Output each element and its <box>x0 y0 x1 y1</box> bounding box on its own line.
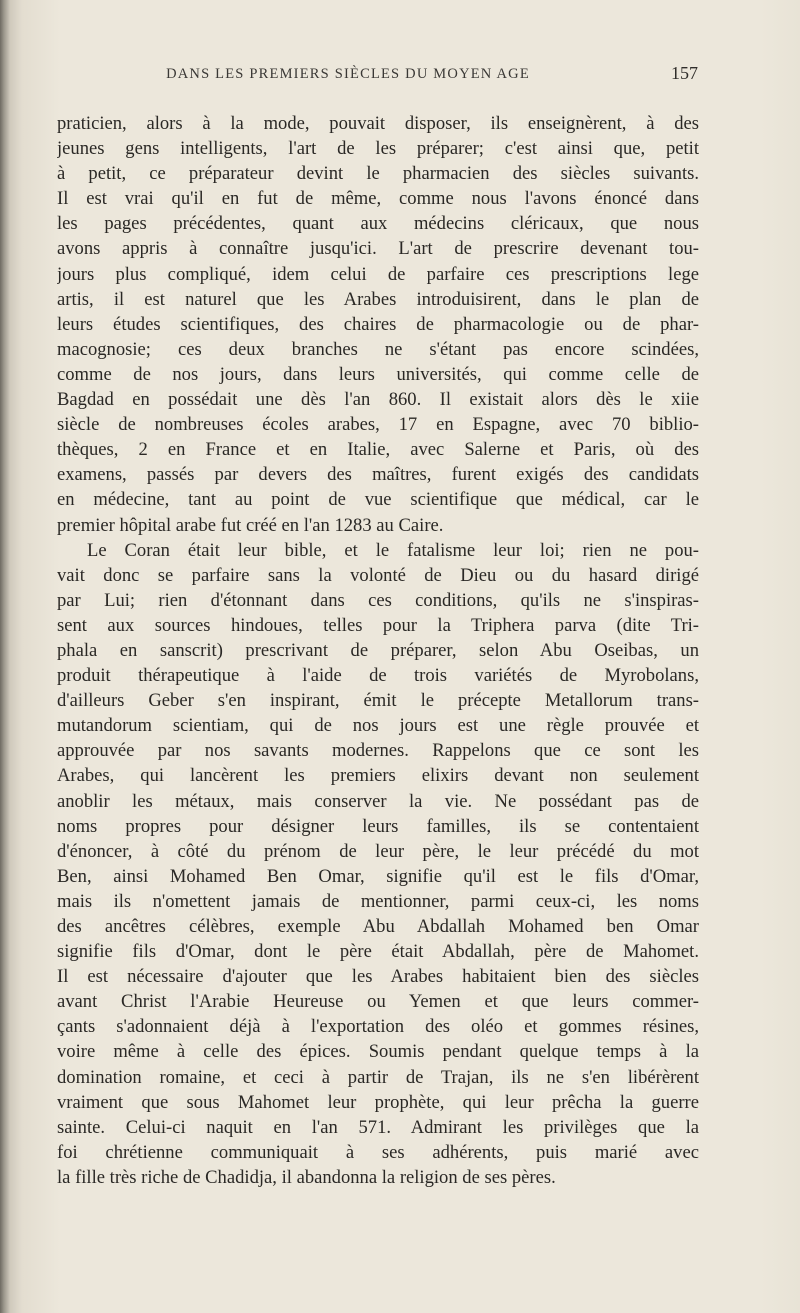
text-line: approuvée par nos savants modernes. Rappelons que ce sont les <box>57 740 699 762</box>
text-line: anoblir les métaux, mais conserver la vie. Ne possédant pas de <box>57 790 699 812</box>
text-line: avant Christ l'Arabie Heureuse ou Yemen et que leurs commer- <box>57 991 699 1013</box>
text-line: domination romaine, et ceci à partir de Trajan, ils ne s'en libérèrent <box>57 1066 699 1088</box>
text-line: à petit, ce préparateur devint le pharmacien des siècles suivants. <box>57 163 699 185</box>
text-line: mais ils n'omettent jamais de mentionner, parmi ceux-ci, les noms <box>57 890 699 912</box>
text-line: avons appris à connaître jusqu'ici. L'art de prescrire devenant tou- <box>57 238 699 260</box>
text-line: foi chrétienne communiquait à ses adhérents, puis marié avec <box>57 1141 699 1163</box>
text-line: signifie fils d'Omar, dont le père était Abdallah, père de Mahomet. <box>57 941 699 963</box>
text-line: vraiment que sous Mahomet leur prophète, qui leur prêcha la guerre <box>57 1091 699 1113</box>
text-line: d'ailleurs Geber s'en inspirant, émit le précepte Metallorum trans- <box>57 690 699 712</box>
text-line: Arabes, qui lancèrent les premiers elixirs devant non seulement <box>57 765 699 787</box>
text-line: des ancêtres célèbres, exemple Abu Abdallah Mohamed ben Omar <box>57 916 699 937</box>
text-line: sent aux sources hindoues, telles pour la Triphera parva (dite Tri- <box>57 614 699 636</box>
text-line: comme de nos jours, dans leurs universités, qui comme celle de <box>57 363 699 385</box>
text-line: Le Coran était leur bible, et le fatalisme leur loi; rien ne pou- <box>87 539 699 561</box>
text-line: la fille très riche de Chadidja, il abandonna la religion de ses pères. <box>57 1166 556 1188</box>
text-line: siècle de nombreuses écoles arabes, 17 en Espagne, avec 70 biblio- <box>57 414 699 436</box>
text-line: Il est vrai qu'il en fut de même, comme nous l'avons énoncé dans <box>57 188 699 210</box>
body-text <box>57 111 699 1190</box>
text-line: praticien, alors à la mode, pouvait disposer, ils enseignèrent, à des <box>57 113 699 134</box>
text-line: çants s'adonnaient déjà à l'exportation des oléo et gommes résines, <box>57 1016 699 1038</box>
text-line: premier hôpital arabe fut créé en l'an 1283 au Caire. <box>57 514 444 536</box>
text-line: vait donc se parfaire sans la volonté de Dieu ou du hasard dirigé <box>57 564 699 586</box>
text-line: en médecine, tant au point de vue scientifique que médical, car le <box>57 489 699 511</box>
text-line: jeunes gens intelligents, l'art de les préparer; c'est ainsi que, petit <box>57 138 699 160</box>
text-line: thèques, 2 en France et en Italie, avec Salerne et Paris, où des <box>57 439 699 461</box>
text-line: jours plus compliqué, idem celui de parfaire ces prescriptions lege <box>57 263 699 285</box>
text-line: noms propres pour désigner leurs familles, ils se contentaient <box>57 815 699 837</box>
text-line: artis, il est naturel que les Arabes introduisirent, dans le plan de <box>57 288 699 310</box>
text-line: Il est nécessaire d'ajouter que les Arabes habitaient bien des siècles <box>57 966 699 988</box>
text-line: macognosie; ces deux branches ne s'étant pas encore scindées, <box>57 338 699 360</box>
page-header <box>56 62 700 88</box>
text-line: leurs études scientifiques, des chaires de pharmacologie ou de phar- <box>57 313 699 335</box>
text-line: examens, passés par devers des maîtres, furent exigés des candidats <box>57 464 699 486</box>
text-line: voire même à celle des épices. Soumis pendant quelque temps à la <box>57 1041 699 1063</box>
text-line: par Lui; rien d'étonnant dans ces conditions, qu'ils ne s'inspiras- <box>57 589 699 611</box>
text-line: Bagdad en possédait une dès l'an 860. Il existait alors dès le xiie <box>57 389 699 411</box>
text-line: phala en sanscrit) prescrivant de préparer, selon Abu Oseibas, un <box>57 639 699 661</box>
text-line: produit thérapeutique à l'aide de trois variétés de Myrobolans, <box>57 665 699 687</box>
page-number: 157 <box>671 63 698 83</box>
text-line: Ben, ainsi Mohamed Ben Omar, signifie qu'il est le fils d'Omar, <box>57 865 699 887</box>
text-line: d'énoncer, à côté du prénom de leur père, le leur précédé du mot <box>57 840 699 862</box>
running-head: DANS LES PREMIERS SIÈCLES DU MOYEN AGE <box>166 66 530 82</box>
text-line: les pages précédentes, quant aux médecins cléricaux, que nous <box>57 213 699 235</box>
text-line: mutandorum scientiam, qui de nos jours est une règle prouvée et <box>57 715 699 737</box>
text-line: sainte. Celui-ci naquit en l'an 571. Admirant les privilèges que la <box>57 1116 699 1138</box>
